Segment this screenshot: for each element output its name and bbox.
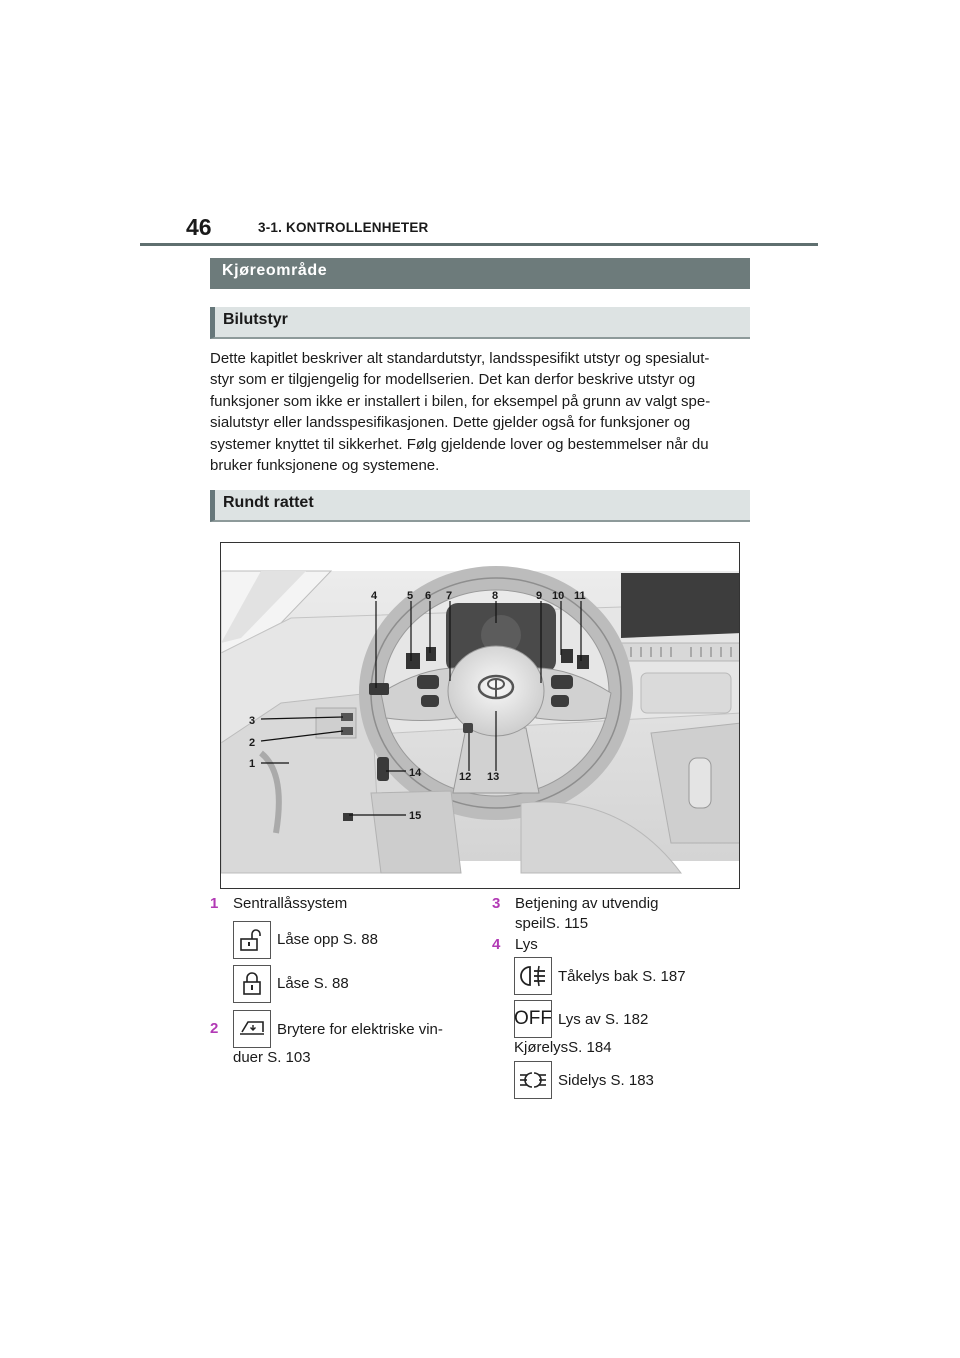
callout-label: 7 bbox=[446, 590, 453, 602]
callout-label: 1 bbox=[249, 758, 256, 770]
intro-line: styr som er tilgjengelig for modellserien. Det kan derfor beskrive utstyr og bbox=[210, 371, 696, 389]
legend-text: speilS. 115 bbox=[515, 915, 589, 932]
rear-fog-light-icon bbox=[514, 957, 552, 995]
legend-label: Lys bbox=[515, 936, 538, 953]
legend-number: 4 bbox=[492, 936, 501, 953]
callout-label: 11 bbox=[574, 590, 586, 602]
legend-text: Brytere for elektriske vin- bbox=[277, 1021, 443, 1038]
legend-text: Låse opp S. 88 bbox=[277, 931, 378, 948]
legend-number: 1 bbox=[210, 895, 219, 912]
header-rule bbox=[140, 243, 818, 246]
lights-off-icon: OFF bbox=[514, 1000, 552, 1038]
chapter-title: 3-1. KONTROLLENHETER bbox=[258, 220, 429, 235]
legend-text: KjørelysS. 184 bbox=[514, 1039, 612, 1056]
cockpit-drawing bbox=[221, 543, 740, 889]
section-title: Kjøreområde bbox=[210, 258, 750, 289]
callout-label: 12 bbox=[459, 771, 472, 783]
legend-text: Låse S. 88 bbox=[277, 975, 349, 992]
intro-line: sialutstyr eller landsspesifikasjonen. Dette gjelder også for funksjoner og bbox=[210, 414, 691, 432]
legend-text: Tåkelys bak S. 187 bbox=[558, 968, 686, 985]
callout-label: 5 bbox=[407, 590, 414, 602]
window-switch-icon bbox=[233, 1010, 271, 1048]
callout-label: 3 bbox=[249, 715, 256, 727]
intro-line: systemer knyttet til sikkerhet. Følg gjeldende lover og bestemmelser når du bbox=[210, 435, 709, 453]
intro-line: funksjoner som ikke er installert i bilen, for eksempel på grunn av valgt spe- bbox=[210, 392, 711, 410]
legend-text: Betjening av utvendig bbox=[515, 895, 659, 912]
callout-label: 13 bbox=[487, 771, 500, 783]
callout-label: 9 bbox=[536, 590, 543, 602]
callout-label: 8 bbox=[492, 590, 499, 602]
legend-text: duer S. 103 bbox=[233, 1049, 311, 1066]
page-number: 46 bbox=[186, 214, 212, 240]
intro-line: Dette kapitlet beskriver alt standardutstyr, landsspesifikt utstyr og spesialut- bbox=[210, 350, 710, 367]
intro-paragraph bbox=[210, 348, 755, 476]
legend-text: Lys av S. 182 bbox=[558, 1011, 649, 1028]
parking-lights-icon bbox=[514, 1061, 552, 1099]
lock-icon bbox=[233, 965, 271, 1003]
callout-label: 6 bbox=[425, 590, 432, 602]
intro-line: bruker funksjonene og systemene. bbox=[210, 457, 440, 475]
subsection-title-steering: Rundt rattet bbox=[210, 490, 750, 522]
subsection-title-equipment: Bilutstyr bbox=[210, 307, 750, 339]
legend-text: Sidelys S. 183 bbox=[558, 1072, 654, 1089]
legend-number: 3 bbox=[492, 895, 501, 912]
callout-label: 15 bbox=[409, 810, 422, 822]
legend-label: Sentrallåssystem bbox=[233, 895, 348, 912]
callout-label: 4 bbox=[371, 590, 378, 602]
cockpit-illustration bbox=[220, 542, 740, 889]
callout-label: 10 bbox=[552, 590, 565, 602]
callout-label: 14 bbox=[409, 767, 422, 779]
unlock-icon bbox=[233, 921, 271, 959]
callout-label: 2 bbox=[249, 737, 256, 749]
legend-number: 2 bbox=[210, 1020, 219, 1037]
